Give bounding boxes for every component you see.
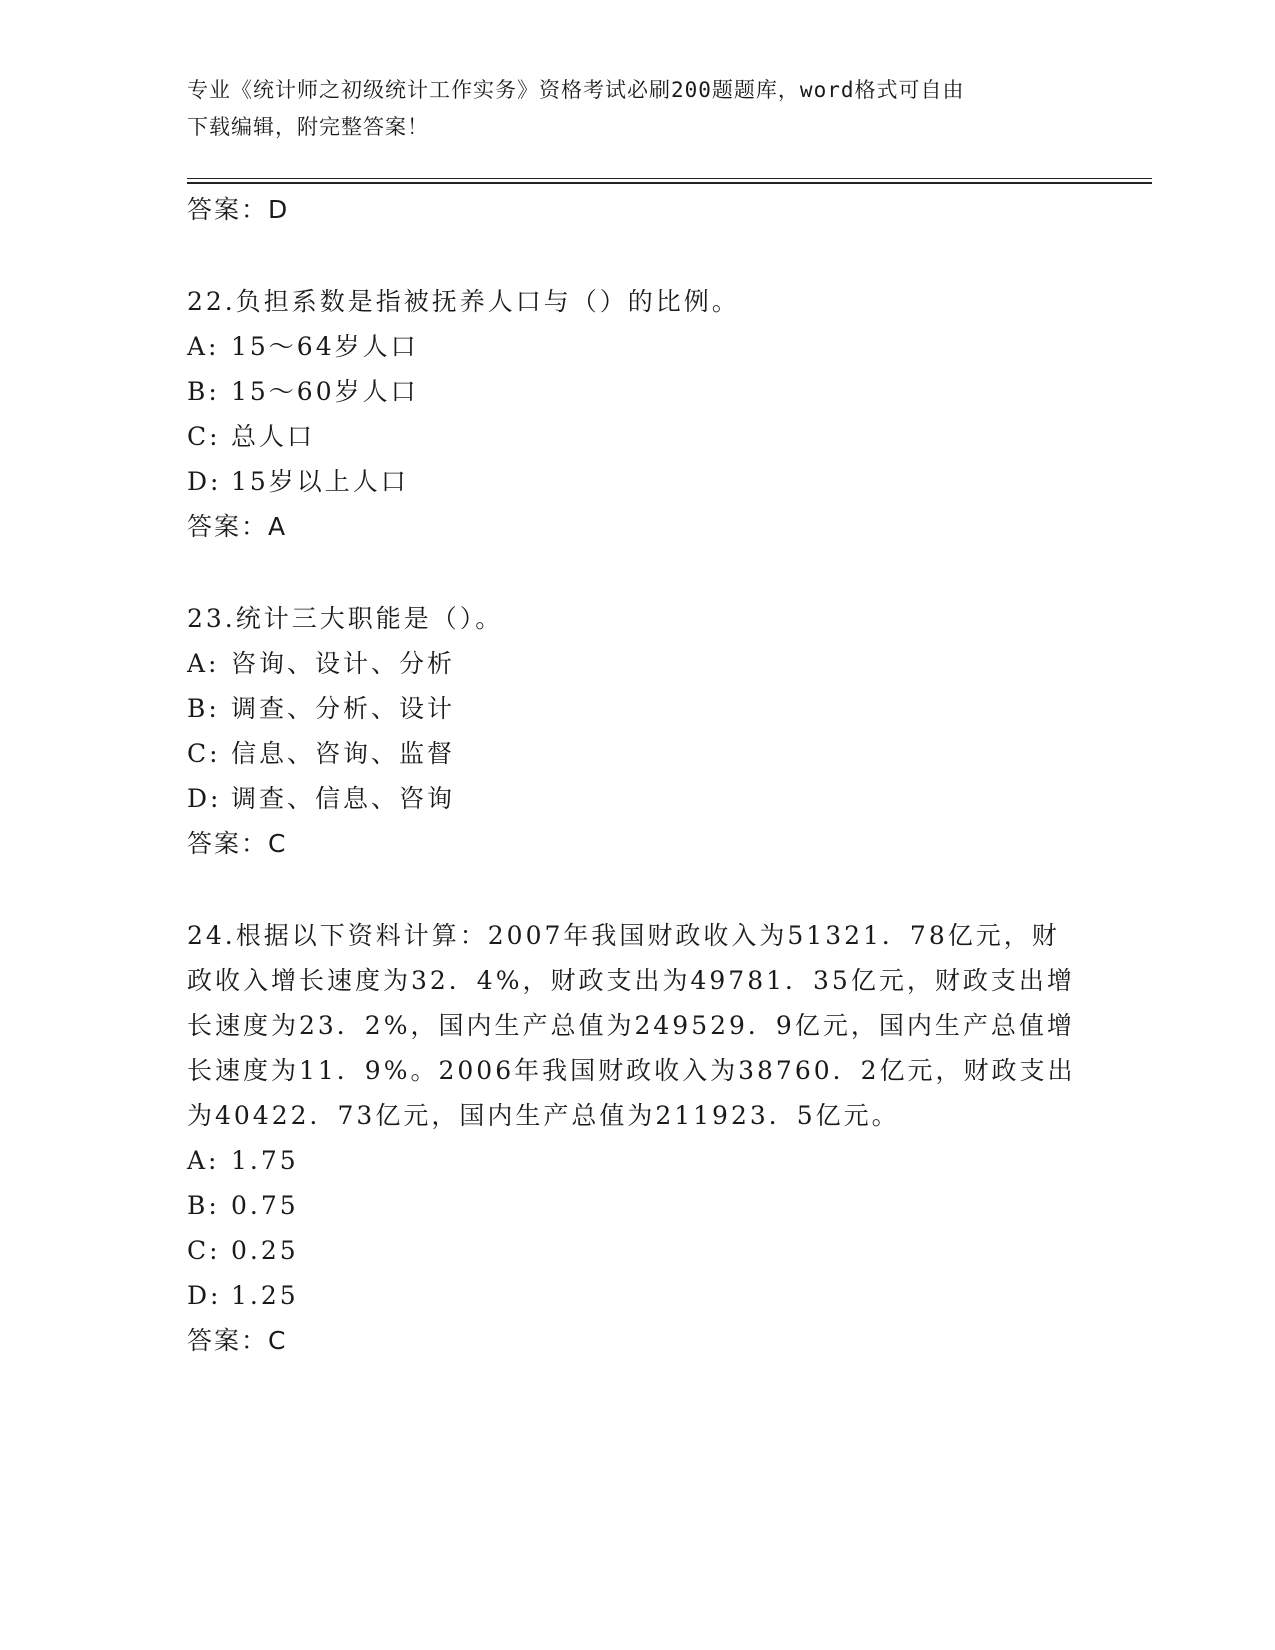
- question-text: 24.根据以下资料计算：2007年我国财政收入为51321．78亿元，财政收入增长速度为32．4%，财政支出为49781．35亿元，财政支出增长速度为23．2%，国内生产总值为249529．9亿元，国内生产总值增长速度为11．9%。2006年我国财政收入为38760．2亿元，财政支出为40422．73亿元，国内生产总值为211923．5亿元。: [187, 921, 1076, 1130]
- option-key: B:: [187, 377, 220, 406]
- option-d: [187, 1273, 1087, 1318]
- question-text: 22.负担系数是指被抚养人口与（）的比例。: [187, 287, 740, 316]
- option-b: [187, 1183, 1087, 1228]
- option-key: A:: [187, 1146, 220, 1175]
- header-rule-thin: [187, 178, 1152, 179]
- option-text: 15～60岁人口: [231, 377, 419, 406]
- option-text: 15岁以上人口: [231, 467, 409, 496]
- option-text: 0.75: [231, 1191, 299, 1220]
- option-text: 总人口: [231, 422, 316, 451]
- option-text: 1.25: [231, 1281, 299, 1310]
- option-text: 咨询、设计、分析: [231, 649, 456, 678]
- option-key: D:: [187, 784, 222, 813]
- question-22: [187, 279, 1087, 550]
- document-body: [187, 187, 1087, 1364]
- option-text: 15～64岁人口: [231, 332, 419, 361]
- option-b: [187, 369, 1087, 414]
- answer-line: 答案：C: [187, 1326, 288, 1355]
- option-text: 调查、信息、咨询: [231, 784, 456, 813]
- option-key: D:: [187, 467, 222, 496]
- header-rule-thick: [187, 182, 1152, 184]
- option-key: A:: [187, 332, 220, 361]
- option-key: C:: [187, 422, 221, 451]
- question-23: [187, 596, 1087, 867]
- option-text: 1.75: [231, 1146, 299, 1175]
- option-a: [187, 641, 1087, 686]
- option-key: A:: [187, 649, 220, 678]
- option-key: B:: [187, 694, 220, 723]
- option-key: B:: [187, 1191, 220, 1220]
- answer-line: 答案：A: [187, 512, 288, 541]
- option-text: 调查、分析、设计: [231, 694, 456, 723]
- question-text: 23.统计三大职能是（）。: [187, 604, 504, 633]
- option-a: [187, 324, 1087, 369]
- option-b: [187, 686, 1087, 731]
- option-key: C:: [187, 739, 221, 768]
- option-text: 0.25: [231, 1236, 299, 1265]
- option-key: D:: [187, 1281, 222, 1310]
- option-d: [187, 459, 1087, 504]
- previous-answer: 答案：D: [187, 195, 290, 224]
- header-line-1: 专业《统计师之初级统计工作实务》资格考试必刷200题题库，word格式可自由: [187, 78, 965, 102]
- option-text: 信息、咨询、监督: [231, 739, 456, 768]
- option-c: [187, 414, 1087, 459]
- header-line-2: 下载编辑，附完整答案！: [187, 115, 429, 139]
- answer-line: 答案：C: [187, 829, 288, 858]
- option-c: [187, 1228, 1087, 1273]
- option-key: C:: [187, 1236, 221, 1265]
- option-c: [187, 731, 1087, 776]
- document-header: [187, 72, 1067, 146]
- option-a: [187, 1138, 1087, 1183]
- question-24: [187, 913, 1087, 1364]
- option-d: [187, 776, 1087, 821]
